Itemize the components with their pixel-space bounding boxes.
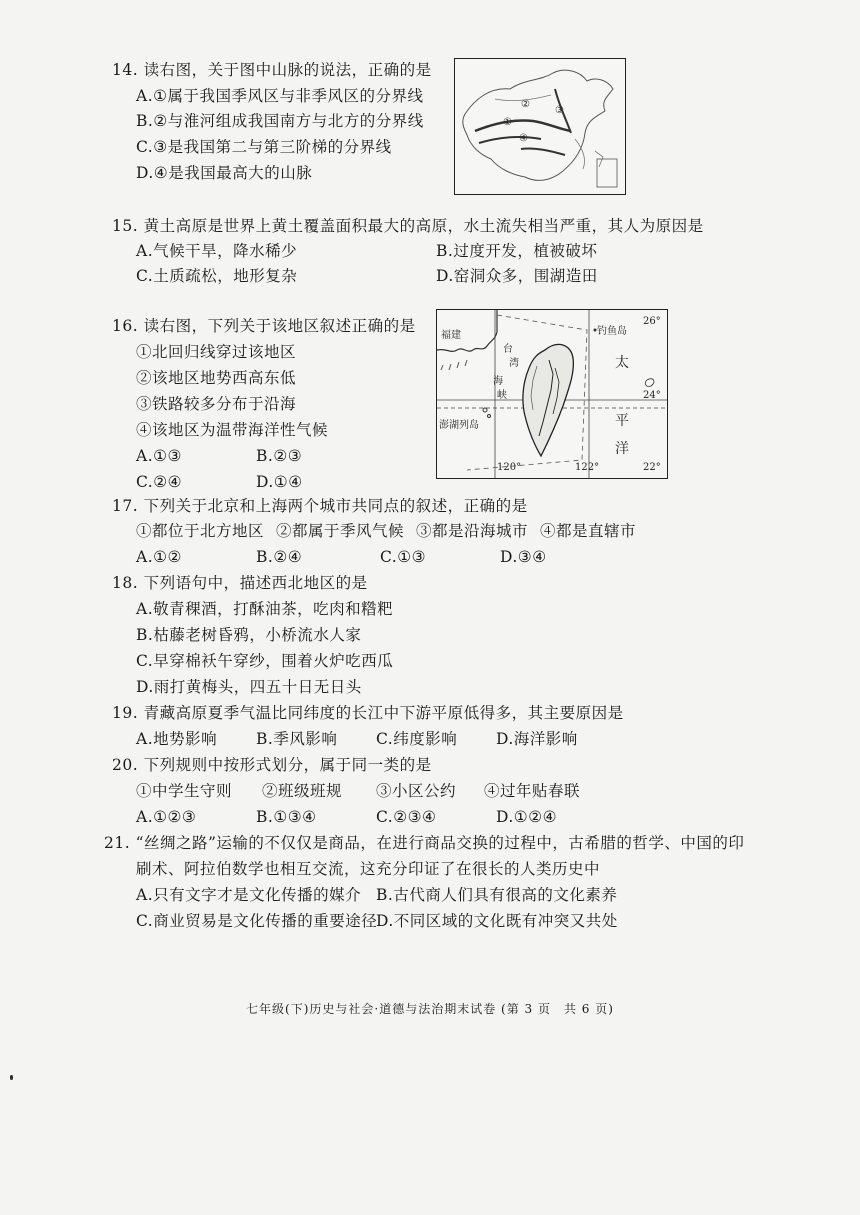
taiwan-map-figure: [437, 310, 667, 478]
scan-speck: [10, 1075, 13, 1080]
q18-option-c: C.早穿棉袄午穿纱，围着火炉吃西瓜: [136, 652, 394, 670]
china-outline-figure: [455, 59, 625, 194]
strait-char-1: 台: [503, 344, 513, 355]
q15-stem: 15. 黄土高原是世界上黄土覆盖面积最大的高原，水土流失相当严重，其人为原因是: [112, 217, 704, 235]
q17-stem: 17. 下列关于北京和上海两个城市共同点的叙述，正确的是: [112, 497, 528, 515]
q19-option-d: D.海洋影响: [496, 730, 578, 748]
q20-stem: 20. 下列规则中按形式划分，属于同一类的是: [112, 756, 432, 774]
strait-char-4: 峡: [497, 390, 507, 401]
fujian-label: 福建: [441, 330, 461, 341]
q20-option-a: A.①②③: [136, 808, 197, 826]
q17-statement-2: ②都属于季风气候: [276, 522, 405, 540]
q18-option-b: B.枯藤老树昏鸦，小桥流水人家: [136, 626, 362, 644]
q17-option-a: A.①②: [136, 548, 182, 566]
q14-option-a: A.①属于我国季风区与非季风区的分界线: [136, 87, 424, 105]
q15-option-a: A.气候干旱，降水稀少: [136, 242, 298, 260]
pacific-char-3: 洋: [615, 441, 629, 457]
q17-statement-3: ③都是沿海城市: [416, 522, 529, 540]
q20-option-d: D.①②④: [496, 808, 557, 826]
q14-option-d: D.④是我国最高大的山脉: [136, 164, 313, 182]
q19-option-c: C.纬度影响: [376, 730, 458, 748]
map-label-4: ④: [519, 133, 528, 144]
strait-char-2: 湾: [509, 358, 519, 369]
q20-statement-1: ①中学生守则: [136, 782, 233, 800]
q16-option-c: C.②④: [136, 473, 183, 491]
lat-mid-label: 24°: [643, 390, 661, 401]
china-mountains-map: [454, 58, 626, 195]
q19-option-a: A.地势影响: [136, 730, 218, 748]
penghu-label: 澎湖列岛: [439, 420, 479, 431]
q16-statement-4: ④该地区为温带海洋性气候: [136, 421, 329, 439]
pacific-char-2: 平: [615, 413, 629, 429]
q16-statement-1: ①北回归线穿过该地区: [136, 343, 297, 361]
q17-option-d: D.③④: [500, 548, 547, 566]
lon-left-label: 120°: [497, 462, 522, 473]
q16-option-b: B.②③: [256, 447, 303, 465]
q20-statement-3: ③小区公约: [376, 782, 457, 800]
lon-right-label: 122°: [575, 462, 600, 473]
taiwan-region-map: [436, 309, 668, 479]
map-label-2: ②: [521, 99, 530, 110]
map-label-1: ①: [503, 117, 512, 128]
q17-statement-4: ④都是直辖市: [540, 522, 637, 540]
q16-option-a: A.①③: [136, 447, 182, 465]
show-through-text: [600, 236, 613, 255]
q16-statement-2: ②该地区地势西高东低: [136, 369, 297, 387]
lat-top-label: 26°: [643, 316, 661, 327]
q17-option-b: B.②④: [256, 548, 303, 566]
q19-option-b: B.季风影响: [256, 730, 338, 748]
q16-stem: 16. 读右图，下列关于该地区叙述正确的是: [112, 317, 416, 335]
q21-option-b: B.古代商人们具有很高的文化素养: [376, 886, 618, 904]
q17-option-c: C.①③: [380, 548, 427, 566]
q15-option-d: D.窑洞众多，围湖造田: [436, 267, 598, 285]
q20-option-c: C.②③④: [376, 808, 437, 826]
q15-option-c: C.土质疏松，地形复杂: [136, 267, 298, 285]
diaoyu-label: 钓鱼岛: [597, 326, 627, 337]
q21-option-d: D.不同区域的文化既有冲突又共处: [376, 912, 618, 930]
q21-option-c: C.商业贸易是文化传播的重要途径: [136, 912, 378, 930]
q19-stem: 19. 青藏高原夏季气温比同纬度的长江中下游平原低得多，其主要原因是: [112, 704, 624, 722]
map-label-3: ③: [555, 105, 564, 116]
pacific-char-1: 太: [615, 355, 629, 371]
q14-option-b: B.②与淮河组成我国南方与北方的分界线: [136, 112, 424, 130]
q21-option-a: A.只有文字才是文化传播的媒介: [136, 886, 362, 904]
q16-statement-3: ③铁路较多分布于沿海: [136, 395, 297, 413]
page-footer: 七年级(下)历史与社会·道德与法治期末试卷 (第 3 页 共 6 页): [246, 1002, 614, 1016]
q20-statement-4: ④过年贴春联: [484, 782, 581, 800]
q14-stem: 14. 读右图，关于图中山脉的说法，正确的是: [112, 61, 432, 79]
lat-bottom-label: 22°: [643, 462, 661, 473]
q20-statement-2: ②班级班规: [262, 782, 343, 800]
strait-char-3: 海: [493, 376, 503, 387]
q16-option-d: D.①④: [256, 473, 303, 491]
q18-stem: 18. 下列语句中，描述西北地区的是: [112, 574, 368, 592]
q20-option-b: B.①③④: [256, 808, 317, 826]
q21-stem-line1: 21. “丝绸之路”运输的不仅仅是商品，在进行商品交换的过程中，古希腊的哲学、中国的印: [104, 834, 745, 852]
q18-option-a: A.敬青稞酒，打酥油茶，吃肉和糌粑: [136, 600, 394, 618]
q18-option-d: D.雨打黄梅头，四五十日无日头: [136, 678, 362, 696]
q14-option-c: C.③是我国第二与第三阶梯的分界线: [136, 138, 392, 156]
q15-option-b: B.过度开发，植被破坏: [436, 242, 598, 260]
q21-stem-line2: 刷术、阿拉伯数学也相互交流，这充分印证了在很长的人类历史中: [136, 860, 601, 878]
q17-statement-1: ①都位于北方地区: [136, 522, 265, 540]
